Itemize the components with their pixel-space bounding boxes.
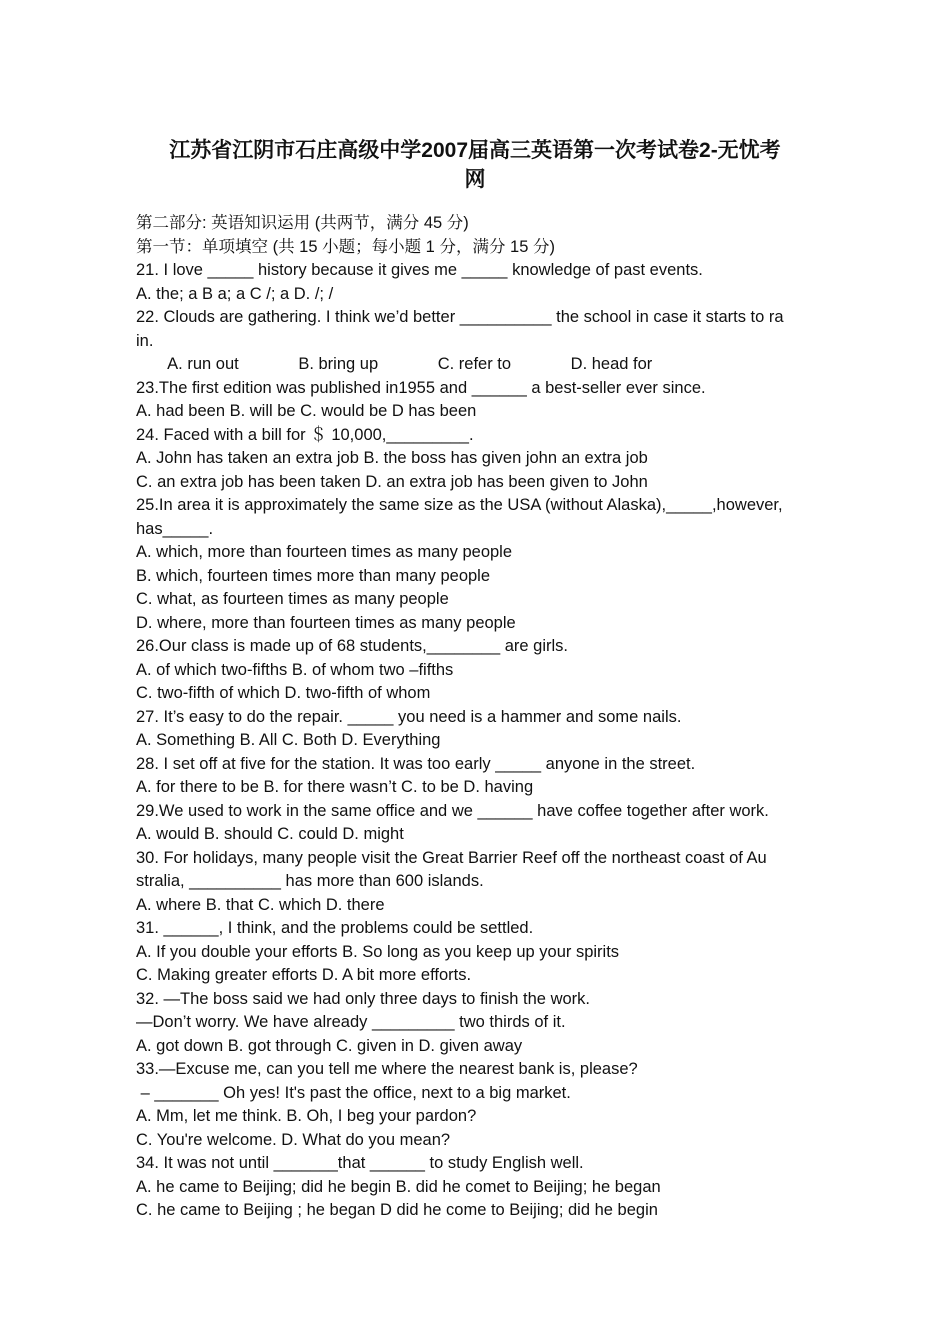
text-line: C. he came to Beijing ; he began D did he come to Beijing; did he begin bbox=[136, 1201, 658, 1219]
text-line: D. where, more than fourteen times as many people bbox=[136, 613, 516, 632]
text-line: A. which, more than fourteen times as many people bbox=[136, 543, 513, 561]
text-line: A. for there to be B. for there wasn’t C. to be D. having bbox=[136, 778, 534, 796]
text-line: 33.—Excuse me, can you tell me where the nearest bank is, please? bbox=[136, 1060, 638, 1078]
text-line: B. which, fourteen times more than many people bbox=[136, 566, 491, 585]
text-line: 第二部分: 英语知识运用 (共两节，满分 45 分) bbox=[136, 214, 469, 232]
text-line: has_____. bbox=[136, 519, 214, 538]
text-line: A. he came to Beijing; did he begin B. did he comet to Beijing; he began bbox=[136, 1177, 661, 1196]
text-line: – _______ Oh yes! It's past the office, next to a big market. bbox=[136, 1083, 571, 1102]
text-line: A. If you double your efforts B. So long as you keep up your spirits bbox=[136, 942, 620, 961]
text-line: 21. I love _____ history because it gives me _____ knowledge of past events. bbox=[136, 261, 703, 279]
text-line: 28. I set off at five for the station. It was too early _____ anyone in the street. bbox=[136, 754, 696, 773]
text-line: A. Something B. All C. Both D. Everything bbox=[136, 731, 441, 749]
text-line: 31. ______, I think, and the problems could be settled. bbox=[136, 919, 534, 937]
title-line-1: 江苏省江阴市石庄高级中学2007届高三英语第一次考试卷2-无忧考 bbox=[169, 139, 781, 162]
text-line: A. had been B. will be C. would be D has been bbox=[136, 402, 477, 420]
text-line: A. where B. that C. which D. there bbox=[136, 895, 385, 914]
text-line: 27. It’s easy to do the repair. _____ you need is a hammer and some nails. bbox=[136, 707, 682, 726]
text-line: C. Making greater efforts D. A bit more efforts. bbox=[136, 966, 472, 984]
title-line-2: 网 bbox=[464, 168, 486, 191]
text-line: 26.Our class is made up of 68 students,________ are girls. bbox=[136, 637, 569, 655]
text-line: 25.In area it is approximately the same size as the USA (without Alaska),_____,however, bbox=[136, 496, 783, 514]
text-line: 23.The first edition was published in1955 and ______ a best-seller ever since. bbox=[136, 378, 706, 397]
text-line: A. John has taken an extra job B. the boss has given john an extra job bbox=[136, 449, 648, 467]
text-line: 29.We used to work in the same office and we ______ have coffee together after work. bbox=[136, 801, 769, 820]
exam-content bbox=[136, 212, 826, 1223]
text-line: 24. Faced with a bill for ＄ 10,000,_________. bbox=[136, 425, 474, 444]
text-line: 34. It was not until _______that ______ to study English well. bbox=[136, 1154, 584, 1172]
text-line: —Don’t worry. We have already _________ two thirds of it. bbox=[136, 1013, 566, 1031]
text-line: A. Mm, let me think. B. Oh, I beg your pardon? bbox=[136, 1107, 477, 1125]
text-line: 30. For holidays, many people visit the Great Barrier Reef off the northeast coast of Au bbox=[136, 848, 767, 867]
text-line: 22. Clouds are gathering. I think we’d better __________ the school in case it starts to ra bbox=[136, 308, 784, 326]
page-title bbox=[120, 136, 830, 194]
text-line: 32. —The boss said we had only three days to finish the work. bbox=[136, 989, 590, 1008]
text-line: C. an extra job has been taken D. an extra job has been given to John bbox=[136, 472, 648, 491]
text-line: A. run out B. bring up C. refer to D. head for bbox=[136, 355, 653, 373]
text-line: A. the; a B a; a C /; a D. /; / bbox=[136, 284, 334, 303]
text-line: C. what, as fourteen times as many people bbox=[136, 590, 449, 608]
text-line: A. of which two-fifths B. of whom two –fifths bbox=[136, 660, 454, 679]
text-line: 第一节：单项填空 (共 15 小题；每小题 1 分，满分 15 分) bbox=[136, 237, 555, 256]
text-line: C. two-fifth of which D. two-fifth of whom bbox=[136, 684, 431, 702]
text-line: C. You're welcome. D. What do you mean? bbox=[136, 1130, 451, 1149]
text-line: A. would B. should C. could D. might bbox=[136, 825, 404, 843]
text-line: stralia, __________ has more than 600 islands. bbox=[136, 872, 484, 890]
text-line: A. got down B. got through C. given in D. given away bbox=[136, 1036, 523, 1055]
text-line: in. bbox=[136, 331, 154, 350]
